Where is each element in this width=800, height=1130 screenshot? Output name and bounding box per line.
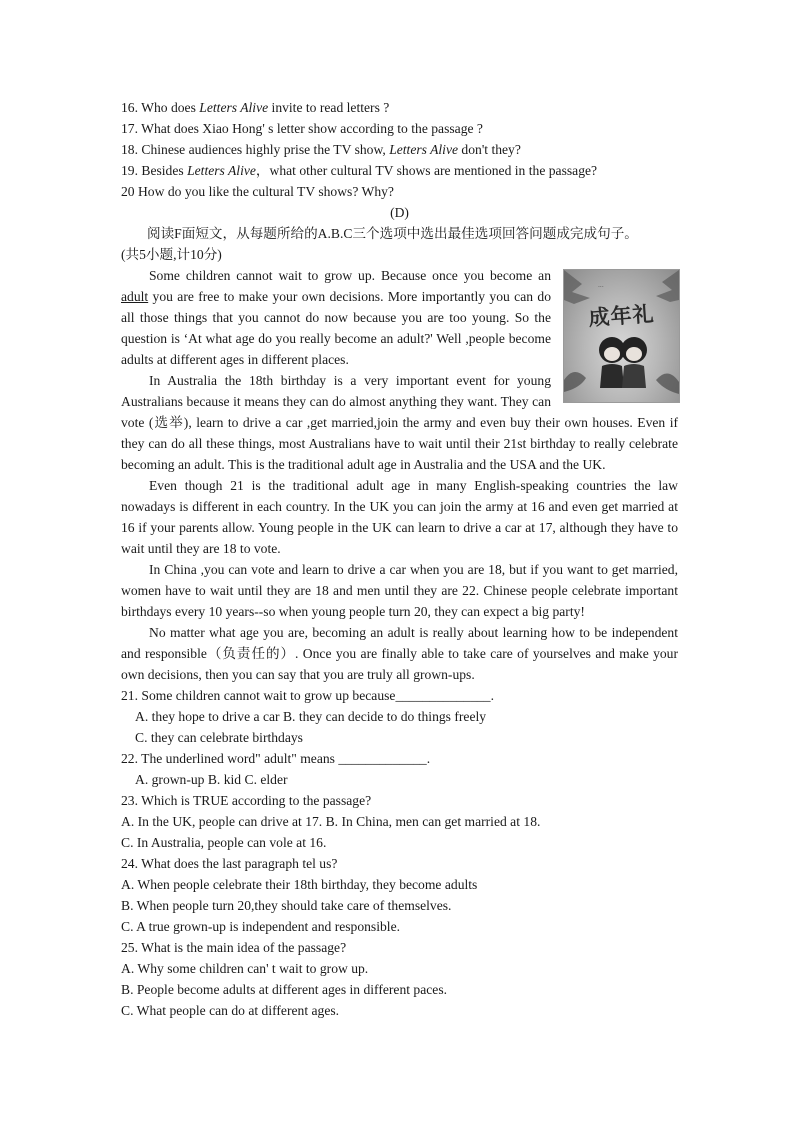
- question-25-option-a: A. Why some children can' t wait to grow up.: [121, 961, 369, 976]
- instructions-line-2: (共5小题,计10分): [121, 247, 222, 262]
- paragraph-2: In Australia the 18th birthday is a very important event for young Australians because it means they can do almost anything they want. They can vote (选举), learn to drive a car ,get married,join the army and even buy their own houses. Even if they can do all these things, most Australians have to wait until their 21st birthday to really celebrate becoming an adult. This is the traditional adult age in Australia and the USA and the UK.: [121, 373, 678, 472]
- question-24-option-c: C. A true grown-up is independent and responsible.: [121, 919, 401, 934]
- question-20: [121, 181, 678, 202]
- section-label: (D): [390, 205, 409, 220]
- paragraph-4: In China ,you can vote and learn to drive a car when you are 18, but if you want to get married, women have to wait until they are 18 and men until they are 22. Chinese people celebrate important birthdays every 10 years--so when young people turn 20, they can expect a big party!: [121, 562, 678, 619]
- paragraph-text: you are free to make your own decisions. More importantly you can do all those things that you cannot do now because you are too young. So the question is ‘At what age do you really become an adult?' Well ,people become adults at different ages in different places.: [121, 289, 551, 367]
- content-column: [121, 97, 678, 1021]
- question-21-option-c: C. they can celebrate birthdays: [135, 730, 303, 745]
- question-text: 19. Besides: [121, 163, 188, 178]
- question-text: ，what other cultural TV shows are mentioned in the passage?: [255, 163, 598, 178]
- question-19: [121, 160, 678, 181]
- question-text: 16. Who does: [121, 100, 200, 115]
- question-text: don't they?: [458, 142, 521, 157]
- paragraph-5: No matter what age you are, becoming an adult is really about learning how to be independent and responsible（负责任的）. Once you are finally able to take care of yourselves and make your own decisions, then you can say that you are truly all grown-ups.: [121, 625, 678, 682]
- question-23-options-ab: A. In the UK, people can drive at 17. B. In China, men can get married at 18.: [121, 814, 541, 829]
- coming-of-age-photo: [563, 269, 680, 403]
- question-25-option-c: C. What people can do at different ages.: [121, 1003, 340, 1018]
- figure-title: 成年礼: [587, 301, 656, 331]
- underlined-word: adult: [121, 289, 149, 304]
- figure-small-text: ...: [598, 282, 604, 289]
- show-title: Letters Alive: [187, 163, 256, 178]
- instructions-line-1: 阅读F面短文，从每题所给的A.B.C三个选项中选出最佳选项回答问题成完成句子。: [147, 226, 638, 241]
- question-25-option-b: B. People become adults at different ages in different paces.: [121, 982, 448, 997]
- question-16: [121, 97, 678, 118]
- question-24-option-b: B. When people turn 20,they should take care of themselves.: [121, 898, 452, 913]
- question-21: 21. Some children cannot wait to grow up because______________.: [121, 688, 494, 703]
- question-text: 20 How do you like the cultural TV shows? Why?: [121, 184, 394, 199]
- paragraph-text: Some children cannot wait to grow up. Because once you become an: [149, 268, 551, 283]
- question-21-options-ab: A. they hope to drive a car B. they can decide to do things freely: [135, 709, 487, 724]
- question-text: 18. Chinese audiences highly prise the TV show,: [121, 142, 390, 157]
- question-22-options: A. grown-up B. kid C. elder: [135, 772, 288, 787]
- question-23-option-c: C. In Australia, people can vole at 16.: [121, 835, 327, 850]
- question-24-option-a: A. When people celebrate their 18th birthday, they become adults: [121, 877, 478, 892]
- question-text: invite to read letters ?: [268, 100, 390, 115]
- question-text: 17. What does Xiao Hong' s letter show according to the passage ?: [121, 121, 483, 136]
- question-22: 22. The underlined word" adult" means _____________.: [121, 751, 431, 766]
- show-title: Letters Alive: [389, 142, 459, 157]
- question-24: 24. What does the last paragraph tel us?: [121, 856, 338, 871]
- show-title: Letters Alive: [199, 100, 269, 115]
- question-17: [121, 118, 678, 139]
- question-25: 25. What is the main idea of the passage?: [121, 940, 347, 955]
- question-18: [121, 139, 678, 160]
- question-23: 23. Which is TRUE according to the passage?: [121, 793, 372, 808]
- figure-illustration: [564, 270, 679, 402]
- paragraph-3: Even though 21 is the traditional adult age in many English-speaking countries the law nowadays is different in each country. In the UK you can join the army at 16 and even get married at 16 if your parents allow. Young people in the UK can learn to drive a car at 17, although they have to wait until they are 18 to vote.: [121, 478, 678, 556]
